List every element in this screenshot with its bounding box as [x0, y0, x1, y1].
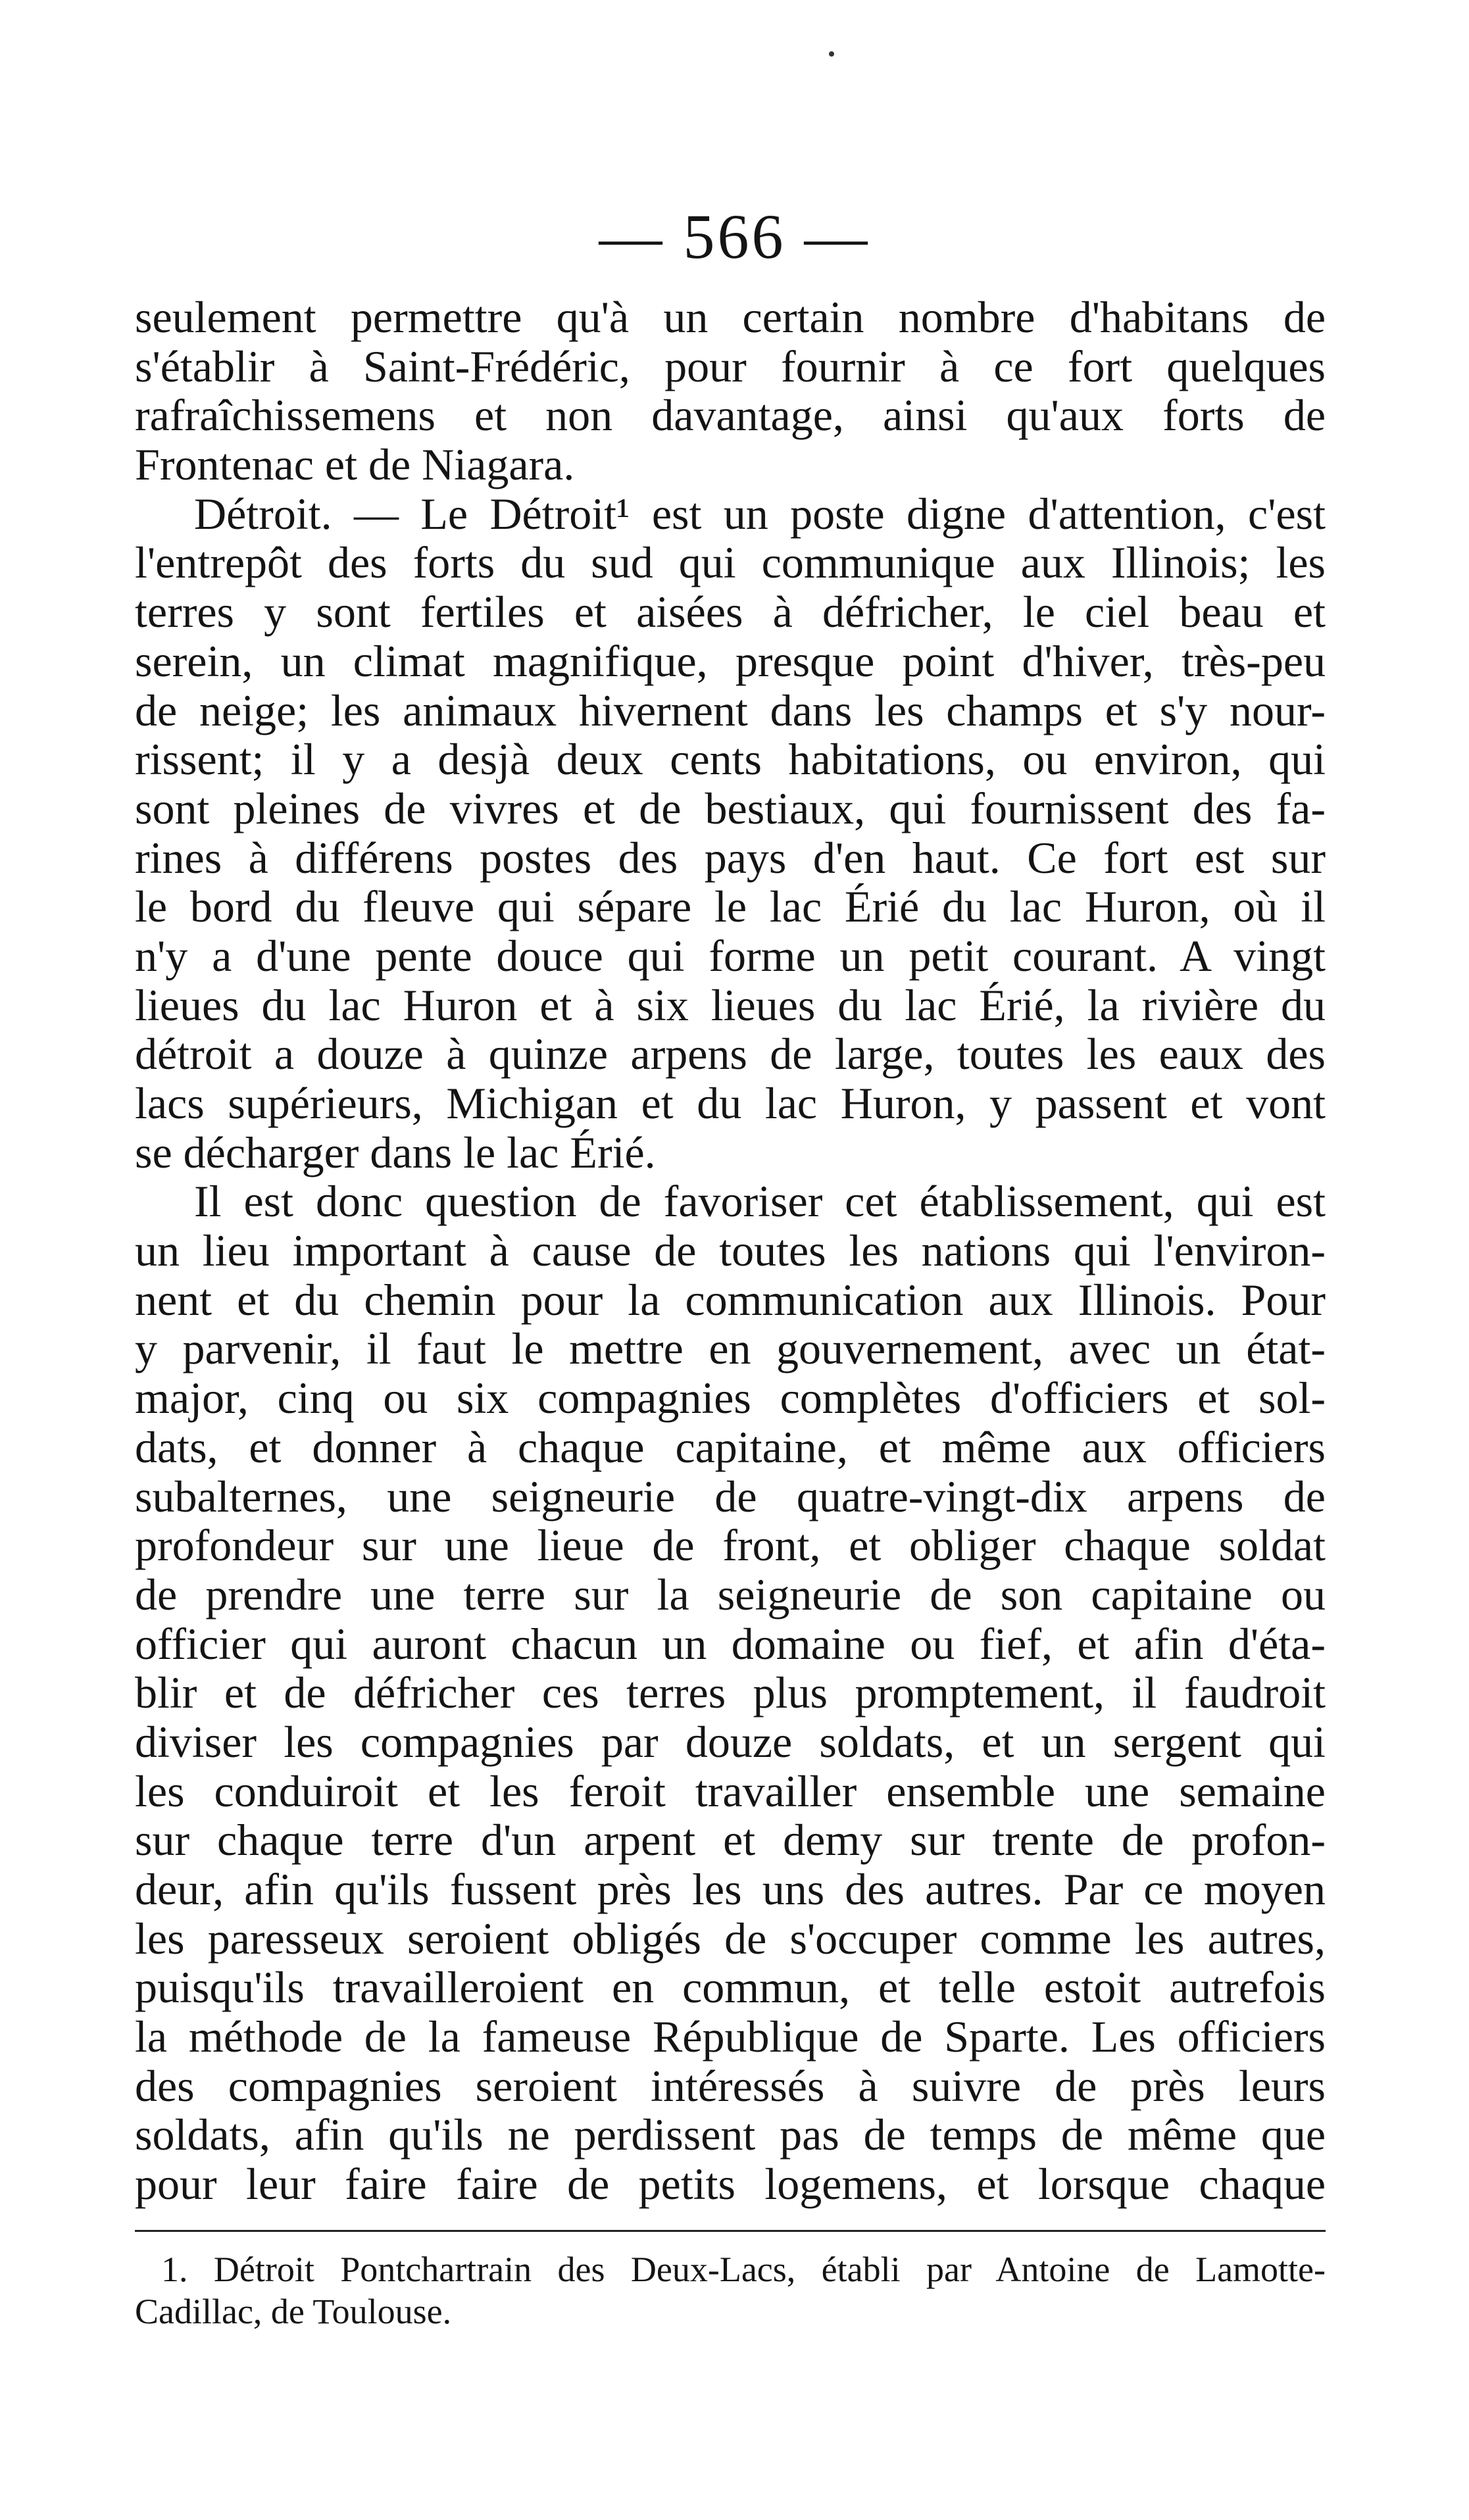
- text-line: officier qui auront chacun un domaine ou fief, et afin d'éta-: [135, 1618, 1326, 1669]
- text-line: Frontenac et de Niagara.: [135, 439, 575, 490]
- text-line: subalternes, une seigneurie de quatre-vingt-dix arpens de: [135, 1471, 1326, 1521]
- text-line: pour leur faire faire de petits logemens, et lorsque chaque: [135, 2159, 1326, 2210]
- text-line: diviser les compagnies par douze soldats, et un sergent qui: [135, 1716, 1326, 1767]
- body-text: [135, 293, 1326, 2209]
- text-line: Il est donc question de favoriser cet établissement, qui est: [194, 1176, 1326, 1227]
- text-line: terres y sont fertiles et aisées à défricher, le ciel beau et: [135, 587, 1326, 637]
- text-line: le bord du fleuve qui sépare le lac Érié du lac Huron, où il: [135, 881, 1326, 932]
- text-line: un lieu important à cause de toutes les nations qui l'environ-: [135, 1225, 1326, 1276]
- text-line: les conduiroit et les feroit travailler ensemble une semaine: [135, 1766, 1326, 1816]
- text-line: s'établir à Saint-Frédéric, pour fournir à ce fort quelques: [135, 341, 1326, 391]
- text-line: les paresseux seroient obligés de s'occuper comme les autres,: [135, 1913, 1326, 1964]
- text-line: soldats, afin qu'ils ne perdissent pas de temps de même que: [135, 2110, 1326, 2160]
- text-line: de prendre une terre sur la seigneurie de son capitaine ou: [135, 1569, 1326, 1619]
- text-line: détroit a douze à quinze arpens de large, toutes les eaux des: [135, 1029, 1326, 1079]
- text-line: de neige; les animaux hivernent dans les champs et s'y nour-: [135, 685, 1326, 735]
- text-line: lacs supérieurs, Michigan et du lac Huron, y passent et vont: [135, 1078, 1326, 1128]
- text-line: blir et de défricher ces terres plus promptement, il faudroit: [135, 1668, 1326, 1718]
- print-speck: [829, 51, 834, 57]
- text-line: n'y a d'une pente douce qui forme un petit courant. A vingt: [135, 930, 1326, 981]
- footnote-line: 1. Détroit Pontchartrain des Deux-Lacs, établi par Antoine de Lamotte-: [161, 2250, 1326, 2289]
- text-line: major, cinq ou six compagnies complètes d'officiers et sol-: [135, 1373, 1326, 1423]
- text-line: seulement permettre qu'à un certain nombre d'habitans de: [135, 292, 1326, 342]
- text-line: dats, et donner à chaque capitaine, et même aux officiers: [135, 1421, 1326, 1472]
- text-line: deur, afin qu'ils fussent près les uns des autres. Par ce moyen: [135, 1864, 1326, 1914]
- text-line: l'entrepôt des forts du sud qui communique aux Illinois; les: [135, 537, 1326, 588]
- footnote-divider: [135, 2230, 1326, 2232]
- text-line: Détroit. — Le Détroit¹ est un poste digne d'attention, c'est: [194, 488, 1326, 539]
- text-line: se décharger dans le lac Érié.: [135, 1127, 656, 1177]
- text-line: rafraîchissemens et non davantage, ainsi qu'aux forts de: [135, 390, 1326, 441]
- text-line: sur chaque terre d'un arpent et demy sur trente de profon-: [135, 1815, 1326, 1865]
- footnote: [135, 2248, 1326, 2333]
- text-line: y parvenir, il faut le mettre en gouvernement, avec un état-: [135, 1323, 1326, 1374]
- text-line: lieues du lac Huron et à six lieues du lac Érié, la rivière du: [135, 979, 1326, 1030]
- text-line: serein, un climat magnifique, presque point d'hiver, très-peu: [135, 635, 1326, 686]
- text-line: la méthode de la fameuse République de Sparte. Les officiers: [135, 2012, 1326, 2062]
- text-line: sont pleines de vivres et de bestiaux, qui fournissent des fa-: [135, 783, 1326, 833]
- text-line: profondeur sur une lieue de front, et obliger chaque soldat: [135, 1520, 1326, 1571]
- text-line: rissent; il y a desjà deux cents habitations, ou environ, qui: [135, 734, 1326, 785]
- text-line: des compagnies seroient intéressés à suivre de près leurs: [135, 2060, 1326, 2111]
- page-number: — 566 —: [599, 201, 870, 272]
- text-line: rines à différens postes des pays d'en haut. Ce fort est sur: [135, 832, 1326, 883]
- footnote-line: Cadillac, de Toulouse.: [135, 2292, 452, 2331]
- text-line: nent et du chemin pour la communication aux Illinois. Pour: [135, 1274, 1326, 1325]
- text-line: puisqu'ils travailleroient en commun, et telle estoit autrefois: [135, 1962, 1326, 2013]
